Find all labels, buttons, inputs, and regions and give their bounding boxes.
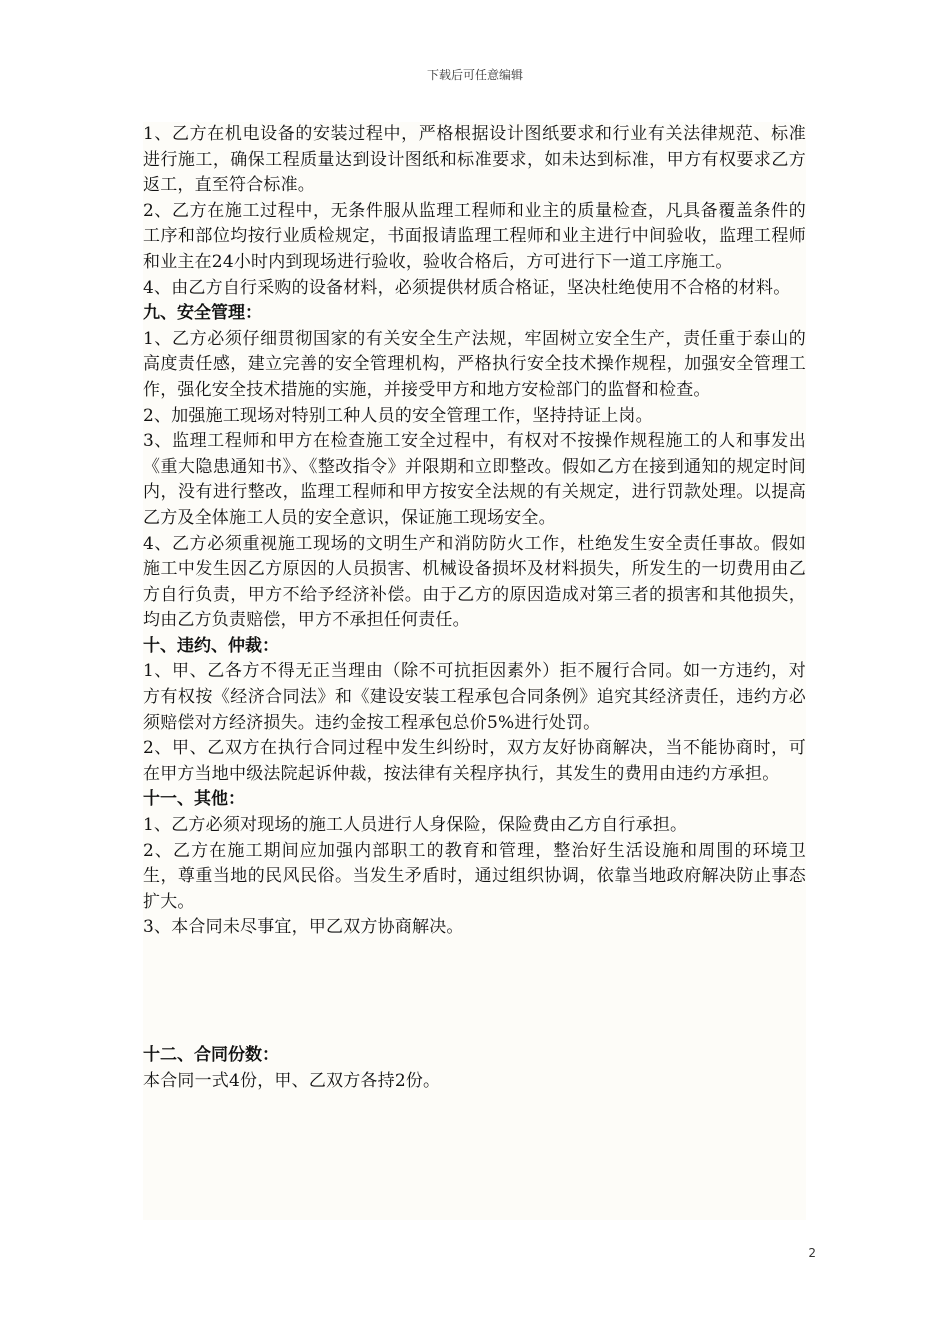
clause-paragraph: 1、乙方必须仔细贯彻国家的有关安全生产法规，牢固树立安全生产，责任重于泰山的高度责任感，建立完善的安全管理机构，严格执行安全技术操作规程，加强安全管理工作，强化安全技术措施的实施，并接受甲方和地方安检部门的监督和检查。 [143, 328, 806, 400]
clause-paragraph: 本合同一式4份，甲、乙双方各持2份。 [143, 1070, 441, 1091]
section-heading-breach: 十、违约、仲裁： [143, 635, 279, 656]
clause-paragraph: 4、由乙方自行采购的设备材料，必须提供材质合格证，坚决杜绝使用不合格的材料。 [143, 277, 791, 298]
clause-paragraph: 2、加强施工现场对特别工种人员的安全管理工作，坚持持证上岗。 [143, 405, 653, 426]
document-body [143, 122, 806, 1220]
clause-paragraph: 4、乙方必须重视施工现场的文明生产和消防防火工作，杜绝发生安全责任事故。假如施工中发生因乙方原因的人员损害、机械设备损坏及材料损失，所发生的一切费用由乙方自行负责，甲方不给予经济补偿。由于乙方的原因造成对第三者的损害和其他损失，均由乙方负责赔偿，甲方不承担任何责任。 [143, 533, 806, 631]
section-heading-other: 十一、其他： [143, 789, 245, 810]
clause-paragraph: 2、乙方在施工期间应加强内部职工的教育和管理，整治好生活设施和周围的环境卫生，尊重当地的民风民俗。当发生矛盾时，通过组织协调，依靠当地政府解决防止事态扩大。 [143, 840, 806, 912]
clause-paragraph: 2、甲、乙双方在执行合同过程中发生纠纷时，双方友好协商解决，当不能协商时，可在甲方当地中级法院起诉仲裁，按法律有关程序执行，其发生的费用由违约方承担。 [143, 738, 806, 784]
section-heading-copies: 十二、合同份数： [143, 1045, 279, 1065]
clause-paragraph: 3、监理工程师和甲方在检查施工安全过程中，有权对不按操作规程施工的人和事发出《重大隐患通知书》、《整改指令》并限期和立即整改。假如乙方在接到通知的规定时间内，没有进行整改，监理工程师和甲方按安全法规的有关规定，进行罚款处理。以提高乙方及全体施工人员的安全意识，保证施工现场安全。 [143, 431, 806, 528]
blank-space [143, 941, 806, 1043]
clause-paragraph: 1、乙方必须对现场的施工人员进行人身保险，保险费由乙方自行承担。 [143, 815, 688, 836]
header-note: 下载后可任意编辑 [426, 68, 523, 82]
page-number: 2 [808, 1246, 816, 1260]
section-heading-safety: 九、安全管理： [143, 303, 262, 324]
clause-paragraph: 3、本合同未尽事宜，甲乙双方协商解决。 [143, 917, 464, 938]
clause-paragraph: 2、乙方在施工过程中，无条件服从监理工程师和业主的质量检查，凡具备覆盖条件的工序和部位均按行业质检规定，书面报请监理工程师和业主进行中间验收，监理工程师和业主在24小时内到现场进行验收，验收合格后，方可进行下一道工序施工。 [143, 200, 806, 272]
clause-paragraph: 1、甲、乙各方不得无正当理由（除不可抗拒因素外）拒不履行合同。如一方违约，对方有权按《经济合同法》和《建设安装工程承包合同条例》追究其经济责任，违约方必须赔偿对方经济损失。违约金按工程承包总价5%进行处罚。 [143, 661, 806, 733]
clause-paragraph: 1、乙方在机电设备的安装过程中，严格根据设计图纸要求和行业有关法律规范、标准进行施工，确保工程质量达到设计图纸和标准要求，如未达到标准，甲方有权要求乙方返工，直至符合标准。 [143, 124, 806, 196]
